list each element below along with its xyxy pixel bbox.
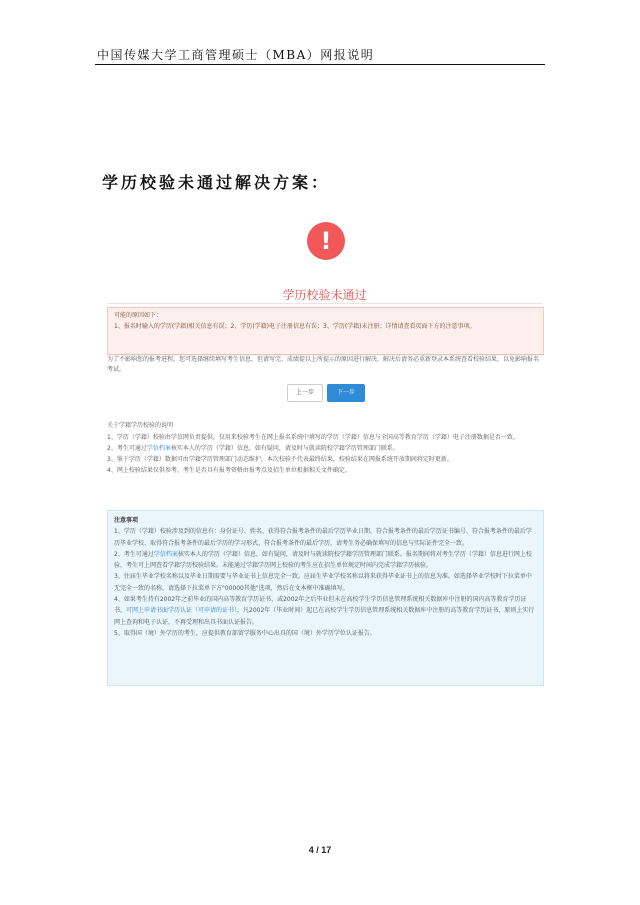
header-divider: [95, 64, 545, 65]
about-item-4: 4、网上校验结果仅供参考，考生是否具有报考资格由报考点及招生单位根据相关文件确定。: [107, 467, 351, 474]
about-item-3: 3、鉴于学历（学籍）数据可由学籍学历管理部门动态维护，本次校验不代表最终结果，校验结果在网报系统开放期间将定时更新。: [107, 456, 453, 463]
notice-item-4-text: 4、如果考生持有2002年之前毕业的国内高等教育学历证书，或2002年之后毕业但未在高校学生学历信息管理系统相关数据库中注册的国内高等教育学历证书，: [114, 596, 527, 615]
about-heading: 关于学籍学历校验的说明: [107, 422, 174, 429]
document-header-title: 中国传媒大学工商管理硕士（MBA）网报说明: [97, 48, 375, 62]
about-item-1: 1、学历（学籍）校验由学信网负责提供，仅用来校验考生在网上报名系统中填写的学历（学籍）信息与全国高等教育学历（学籍）电子注册数据是否一致。: [107, 434, 519, 441]
notice-item-4-text-end: ，凡2002年（毕业时间）起已在高校学生学历信息管理系统相关数据库中注册的高等教育学历证书，原则上实行网上查询和电子认证，不再受理和出具书面认证报告。: [114, 607, 535, 626]
prev-button[interactable]: 上一步: [287, 384, 323, 402]
error-icon: !: [307, 222, 345, 260]
about-item-2-text-end: 核实本人的学历（学籍）信息，如有疑问，请及时与就读院校学籍学历管理部门联系。: [170, 445, 399, 452]
notice-heading: 注意事项: [114, 517, 139, 524]
certification-apply-link[interactable]: 可网上申请书面学历认证（可申请的证书）: [126, 607, 238, 615]
notice-item-2-text: 2、考生可通过: [114, 550, 154, 558]
page-number: 4 / 17: [308, 845, 332, 855]
error-title: 学历校验未通过: [282, 288, 367, 302]
notice-item-1: 1、学历（学籍）校验涉及到的信息有：身份证号、姓名、获得符合报考条件的最后学历毕业日期、符合报考条件的最后学历证书编号、符合报考条件的最后学历毕业学校、取得符合报考条件的最后学历的学习形式、符合报考条件的最后学历，请考生务必确保填写的信息与实际证件完全一致。: [114, 528, 532, 547]
notice-item-2-text-end: 核实本人的学历（学籍）信息，如有疑问，请及时与就读院校学籍学历管理部门联系。报名期间将对考生学历（学籍）信息进行网上校验，考生可上网查看学籍学历校验结果。未能通过学籍学历网上校验的考生应在招生单位规定时间内完成学籍学历核验。: [114, 550, 532, 570]
notice-item-2: [114, 549, 537, 572]
notice-xuexin-archive-link[interactable]: 学信档案: [153, 550, 178, 558]
notice-item-4: [114, 594, 537, 628]
reason-alert: [107, 307, 544, 355]
notice-panel: [107, 510, 544, 686]
section-title: 学历校验未通过解决方案：: [102, 173, 331, 192]
about-item-2-text: 2、考生可通过: [107, 445, 147, 452]
notice-item-5: 5、取得国（境）外学历的考生，应提供教育部留学服务中心出具的国（境）外学历学位认证报告。: [114, 629, 376, 637]
guidance-text: 为了不影响您的报考进程，您可选择继续填写考生信息，但请写完、成绩提以上所提示的原因进行解决，解决后请务必重新登录本系统查看校验结果，以免影响报名考试。: [107, 356, 540, 373]
about-item-2: [107, 443, 542, 454]
reason-body: 1、报名时输入的学历(学籍)相关信息有误；2、学历(学籍)电子注册信息有误；3、学历(学籍)未注册；详情请查看页面下方的注意事项。: [114, 322, 476, 330]
about-section: [107, 420, 542, 476]
reason-head: 可能的原因如下：: [114, 312, 163, 319]
embedded-screenshot: [107, 222, 542, 682]
title-divider: [107, 303, 542, 304]
next-button[interactable]: 下一步: [327, 384, 365, 402]
notice-item-3: 3、往届生毕业学校名称以及毕业日期需要与毕业证书上信息完全一致。应届生毕业学校名称以将来获得毕业证书上的信息为准。如选择毕业学校时下拉菜单中无完全一致的名称，请选择下拉菜单下方"00000其他"选项，然后在文本框中准确填写。: [114, 573, 532, 592]
xuexin-archive-link[interactable]: 学信档案: [146, 445, 171, 452]
